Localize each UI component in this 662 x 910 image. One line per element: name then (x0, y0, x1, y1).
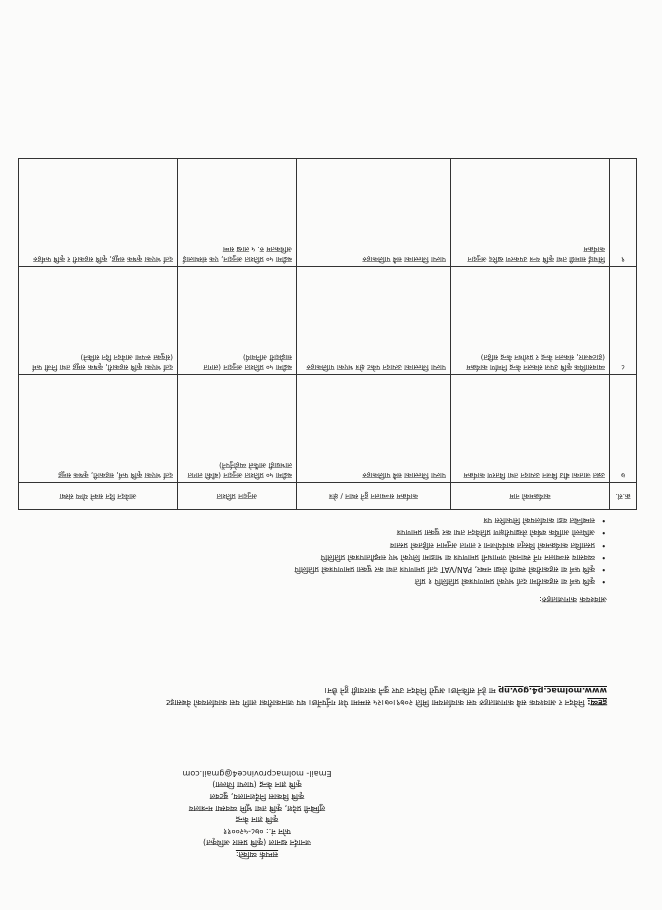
office-line-1: कृषि ज्ञान केन्द्र (235, 815, 279, 825)
cell: दर्ता भएका कृषक समूह, कृषि सहकारी र कृषि फर्महरु (19, 159, 178, 267)
header-subsidy: अनुदान प्रतिशत (178, 483, 297, 510)
cell: पाल्पा जिल्लाका उत्पादन पकेट क्षेत्र भएका पालिकाहरु (297, 267, 451, 375)
documents-list (47, 514, 607, 587)
contact-title: सम्पर्क व्यक्ति: (235, 850, 279, 859)
table-row (19, 375, 637, 483)
contact-name: जनार्दन खनाल (कृषि प्रसार अधिकृत) (203, 838, 311, 848)
contact-phone (107, 825, 407, 837)
list-item: • कृषि फर्म वा सहकारीमा दर्ता भएको प्रमाणपत्रको प्रतिलिपि १ प्रति (47, 576, 595, 587)
office-line-3: कृषि विकास निर्देशनालय, बुटवल (209, 792, 305, 802)
header-eligible: आवेदन दिन सक्ने योग्य संस्था (19, 483, 178, 510)
cell: दर्ता भएका कृषि सहकारी, कृषक समूह तथा निजी फर्म (संयुक्त रूपमा आवेदन दिन सकिने) (19, 267, 178, 375)
note-text-2: मा हेर्न सकिनेछ। अपुरो निवेदन उपर कुनै कारवाही हुने छैन। (324, 686, 496, 697)
documents-heading: आवश्यक कागजातहरु: (539, 595, 607, 605)
header-location: कार्यक्रम सञ्चालन हुने स्थान / क्षेत्र (297, 483, 451, 510)
table-header-row (19, 483, 637, 510)
header-sn: क्र.सं. (610, 483, 637, 510)
cell: सिंचाई सामग्री तथा कृषि यन्त्र उपकरण खरिद अनुदान कार्यक्रम (451, 159, 610, 267)
cell: पाल्पा जिल्लाका सबै पालिकाहरु (297, 159, 451, 267)
list-item: • प्रस्तावित कार्यक्रमको विस्तृत कार्ययोजना र लागत अनुमान सहितको प्रस्ताव (47, 539, 595, 550)
cell: उन्नत जातका बीउ बिजन उत्पादन तथा वितरण कार्यक्रम (451, 375, 610, 483)
cell: ९ (610, 159, 637, 267)
note-prefix: द्रष्टव्य: (587, 698, 607, 708)
note-text: निवेदन र आवश्यक सबै कागजातहरु यस कार्यालयमा मिति २०७९।०७।२५ सम्ममा पेश गर्नुपर्नेछ। थप जानकारीका लागि यस कार्यालयको वेबसाइट (166, 698, 585, 708)
contact-block (107, 767, 407, 860)
cell: ८ (610, 267, 637, 375)
cell: ७ (610, 375, 637, 483)
list-item: • कृषि फर्म वा सहकारीको स्थायी लेखा नम्बर, PAN/VAT दर्ता प्रमाणपत्र तथा कर चुक्ता प्रमाणपत्रको प्रतिलिपि (47, 564, 595, 575)
cell: बढीमा ५० प्रतिशत अनुदान (बाँकी लागत लाभग्राही आफैंले व्यहोर्नुपर्ने) (178, 375, 297, 483)
office-line-2: लुम्बिनी प्रदेश, कृषि तथा भूमि व्यवस्था मन्त्रालय (188, 803, 326, 813)
note-paragraph (67, 685, 607, 708)
table-row (19, 267, 637, 375)
phone-number: ०७८-५२००११ (223, 826, 264, 836)
phone-label: फोन नं.: (265, 826, 291, 836)
cell: दर्ता भएका कृषि फर्म, सहकारी, कृषक समूह (19, 375, 178, 483)
cell: बढीमा ५० प्रतिशत अनुदान (लागत साझेदारी अनिवार्य) (178, 267, 297, 375)
table-row (19, 159, 637, 267)
list-item: • व्यवसाय सञ्चालन गर्ने स्थानको जग्गाधनी प्रमाणपत्र वा भाडामा लिएको भए सम्झौतापत्रको प्रतिलिपि (47, 552, 595, 563)
cell: पाल्पा जिल्लाका सबै पालिकाहरु (297, 375, 451, 483)
list-item: • अघिल्लो आर्थिक वर्षको लेखापरीक्षण प्रतिवेदन तथा कर चुक्ता प्रमाणपत्र (47, 527, 595, 538)
cell: बढीमा ५० प्रतिशत अनुदान, एक संस्थालाई अधिकतम रु. ५ लाख सम्म (178, 159, 297, 267)
list-item: • सम्बन्धित वडा कार्यालयको सिफारिस पत्र (47, 515, 595, 526)
program-table (18, 158, 637, 510)
email-address[interactable]: Email- molmacprovince4@gmail.com (182, 768, 332, 778)
cell: व्यावसायिक कृषि उपज संकलन केन्द्र निर्माण कार्यक्रम (हाटबजार, संकलन केन्द्र र प्रशोधन केन्द्र सहित) (451, 267, 610, 375)
website-link[interactable]: www.molmac.p4.gov.np (498, 686, 607, 697)
header-program: कार्यक्रमको नाम (451, 483, 610, 510)
office-line-4: कृषि ज्ञान केन्द्र (पाल्पा जिल्ला) (212, 780, 302, 790)
